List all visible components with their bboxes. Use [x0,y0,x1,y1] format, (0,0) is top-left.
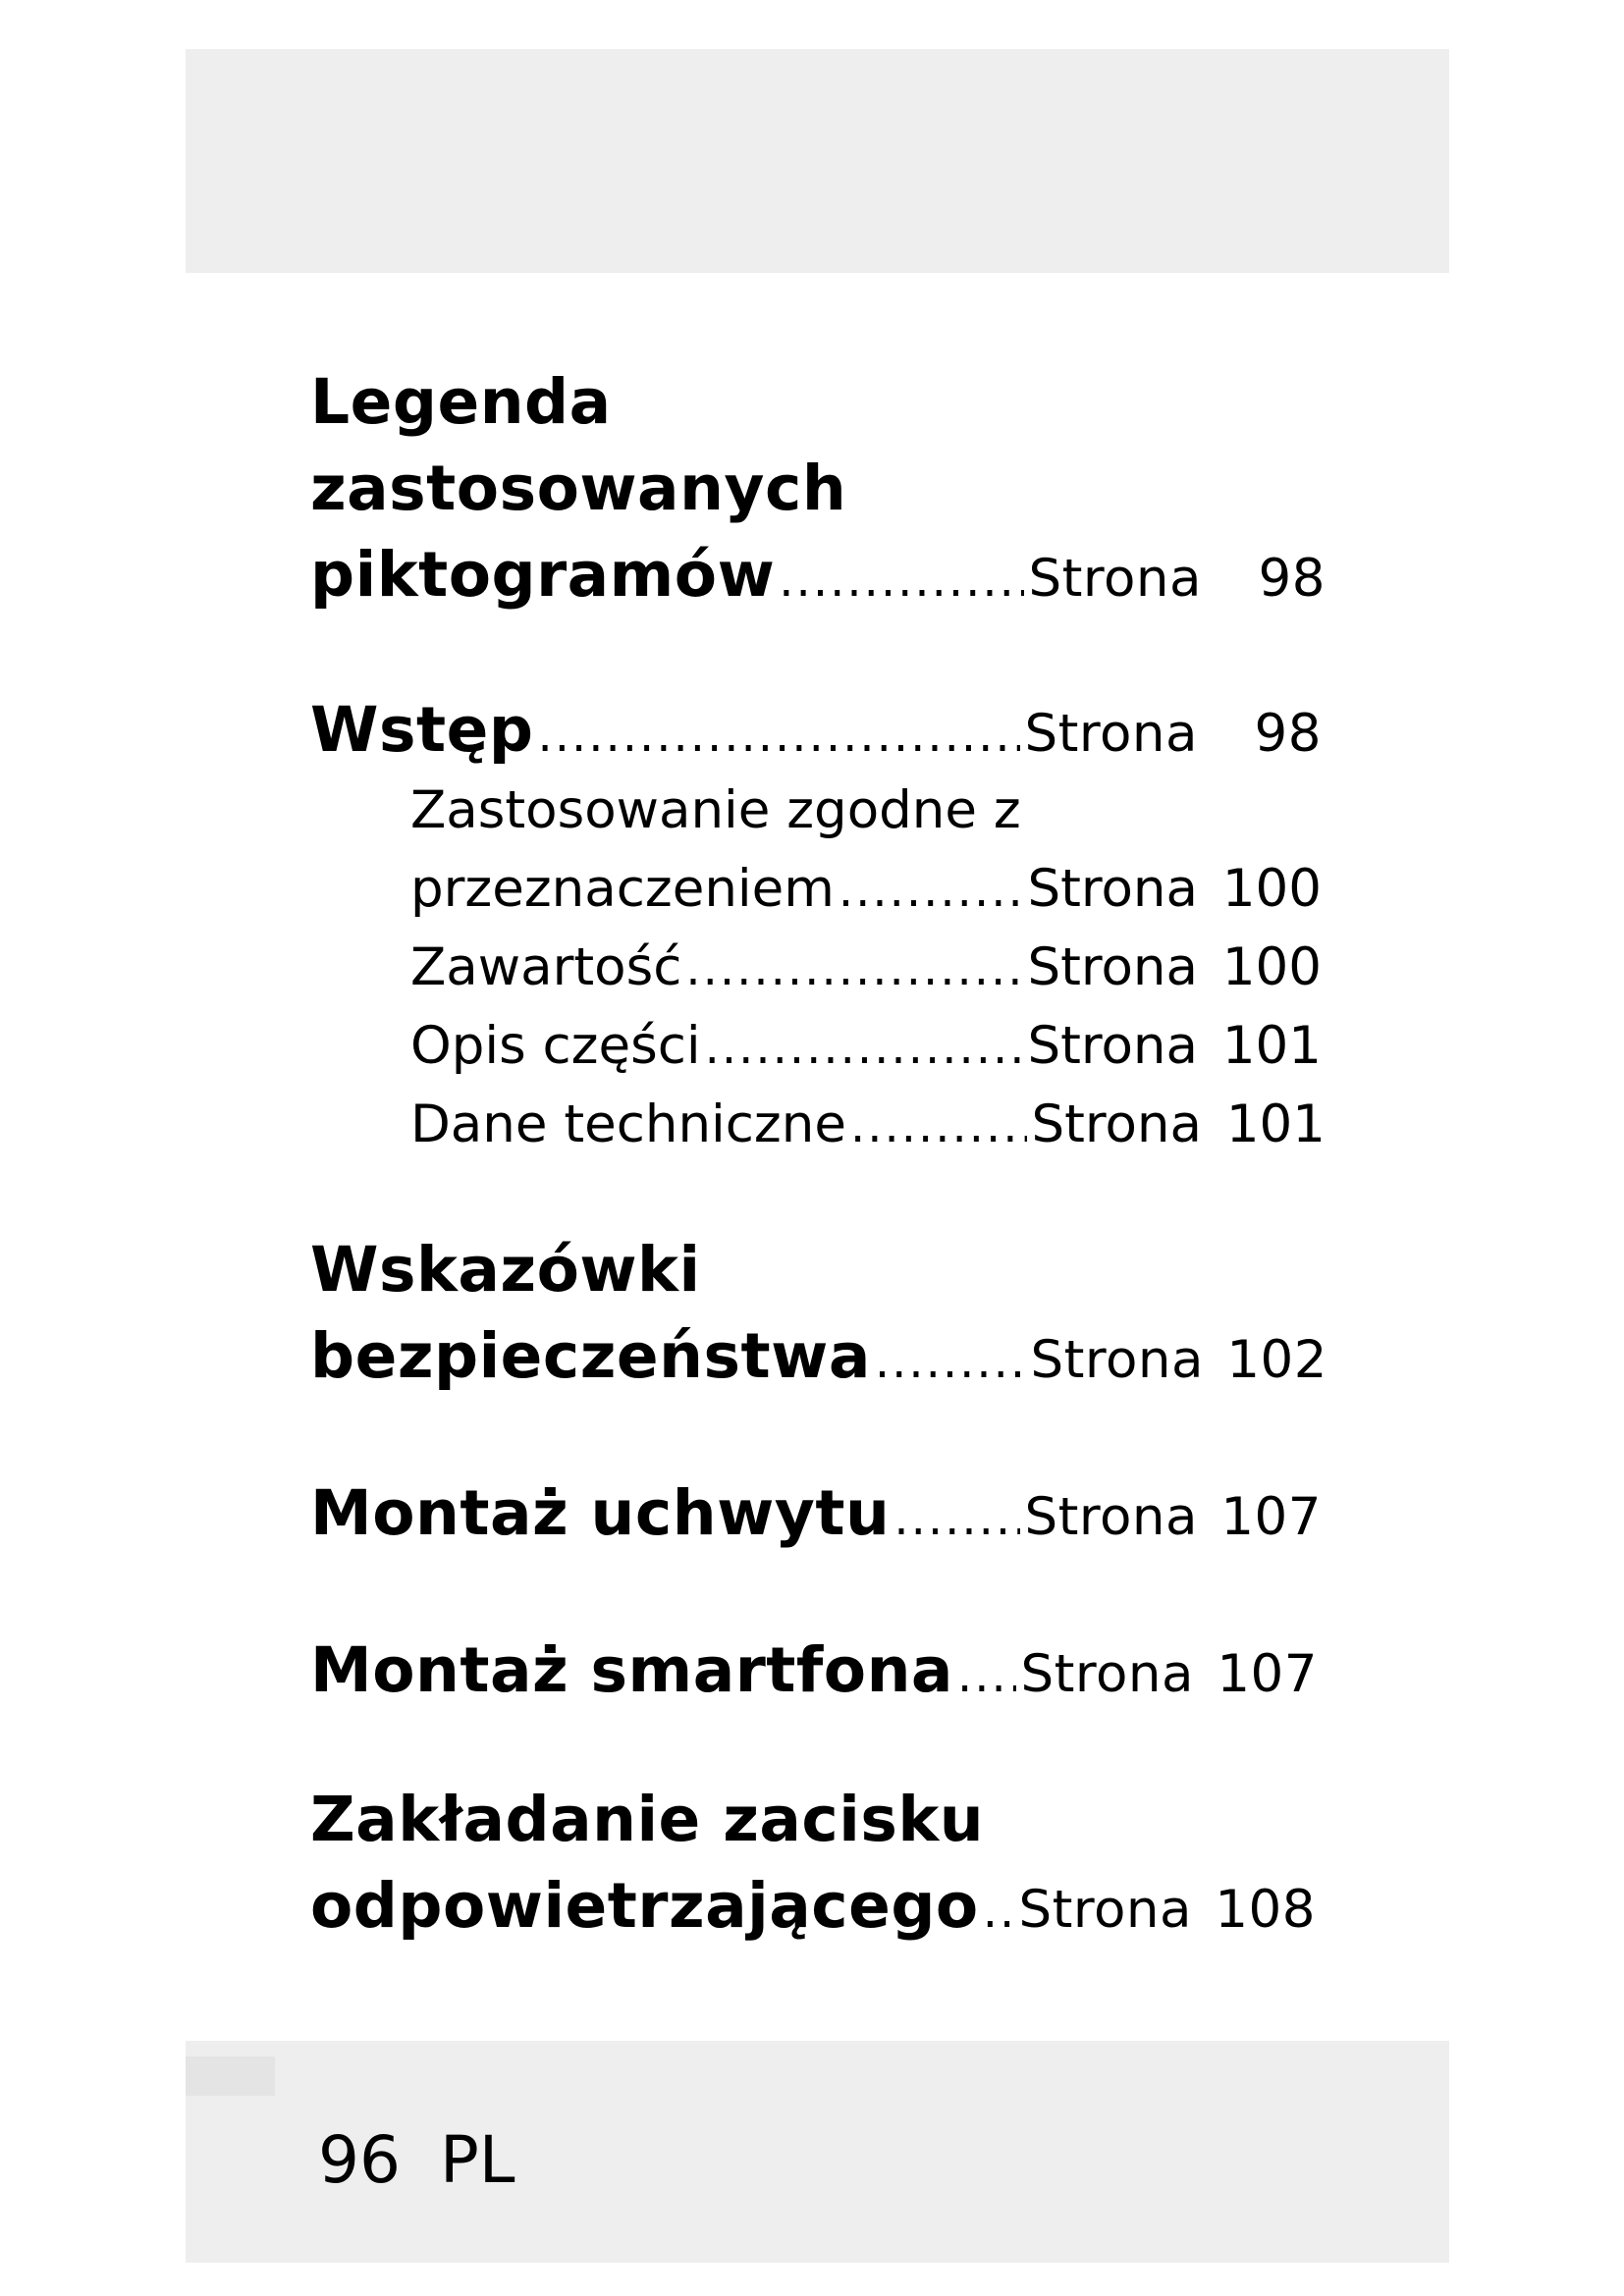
toc-entry-title: Wstęp [310,694,534,766]
toc-page-ref: Strona 100 [1027,937,1322,997]
toc-entry-wskazowki[interactable] [310,1319,1327,1399]
toc-entry-opis-czesci[interactable] [410,1015,1322,1079]
toc-leader-dots [983,1874,1015,1949]
page-number: 96 [318,2122,401,2198]
toc-page-ref: Strona 98 [1024,704,1322,764]
toc-leader-dots [779,543,1024,617]
toc-heading-line: Wskazówki [310,1234,701,1306]
toc-entry-montaz-uchwytu[interactable] [310,1476,1322,1556]
toc-page-ref: Strona 101 [1027,1016,1322,1076]
toc-page-ref: Strona 107 [1024,1487,1322,1547]
language-code: PL [439,2122,515,2198]
toc-entry-legenda[interactable] [310,538,1326,617]
page-footer [318,2123,515,2198]
toc-page-ref: Strona 98 [1028,549,1326,609]
toc-subheading-line: Zastosowanie zgodne z [410,780,1021,840]
toc-entry-title: Montaż smartfona [310,1634,953,1706]
toc-entry-zakladanie-zacisku[interactable] [310,1869,1316,1949]
toc-entry-title: bezpieczeństwa [310,1320,871,1392]
toc-entry-title: Montaż uchwytu [310,1477,891,1549]
toc-entry-title: Zawartość [410,937,682,997]
toc-heading-line: Legenda [310,366,612,438]
toc-page-ref: Strona 100 [1027,859,1322,919]
toc-entry-wstep[interactable] [310,693,1322,773]
toc-leader-dots [705,1016,1024,1079]
toc-heading-line: Zakładanie zacisku [310,1784,985,1855]
toc-leader-dots [875,1324,1027,1399]
toc-entry-title: Dane techniczne [410,1095,846,1154]
toc-leader-dots [685,937,1023,1000]
toc-entry-title: odpowietrzającego [310,1870,979,1942]
toc-entry-dane-techniczne[interactable] [410,1094,1326,1157]
toc-leader-dots [850,1095,1028,1157]
header-band [186,49,1449,273]
toc-page-ref: Strona 107 [1020,1644,1318,1704]
toc-entry-title: przeznaczeniem [410,859,835,919]
toc-leader-dots [957,1638,1017,1713]
toc-entry-title: Opis części [410,1016,701,1076]
toc-leader-dots [839,859,1024,922]
toc-heading-line: zastosowanych [310,453,847,524]
toc-leader-dots [537,698,1020,773]
toc-page-ref: Strona 101 [1031,1095,1326,1154]
footer-tab [186,2056,275,2096]
toc-page-ref: Strona 102 [1030,1330,1327,1390]
toc-page-ref: Strona 108 [1018,1880,1316,1940]
toc-leader-dots [893,1481,1020,1556]
toc-entry-montaz-smartfona[interactable] [310,1633,1318,1713]
toc-entry-zastosowanie[interactable] [410,858,1322,922]
toc-entry-zawartosc[interactable] [410,936,1322,1000]
toc-entry-title: piktogramów [310,539,776,611]
